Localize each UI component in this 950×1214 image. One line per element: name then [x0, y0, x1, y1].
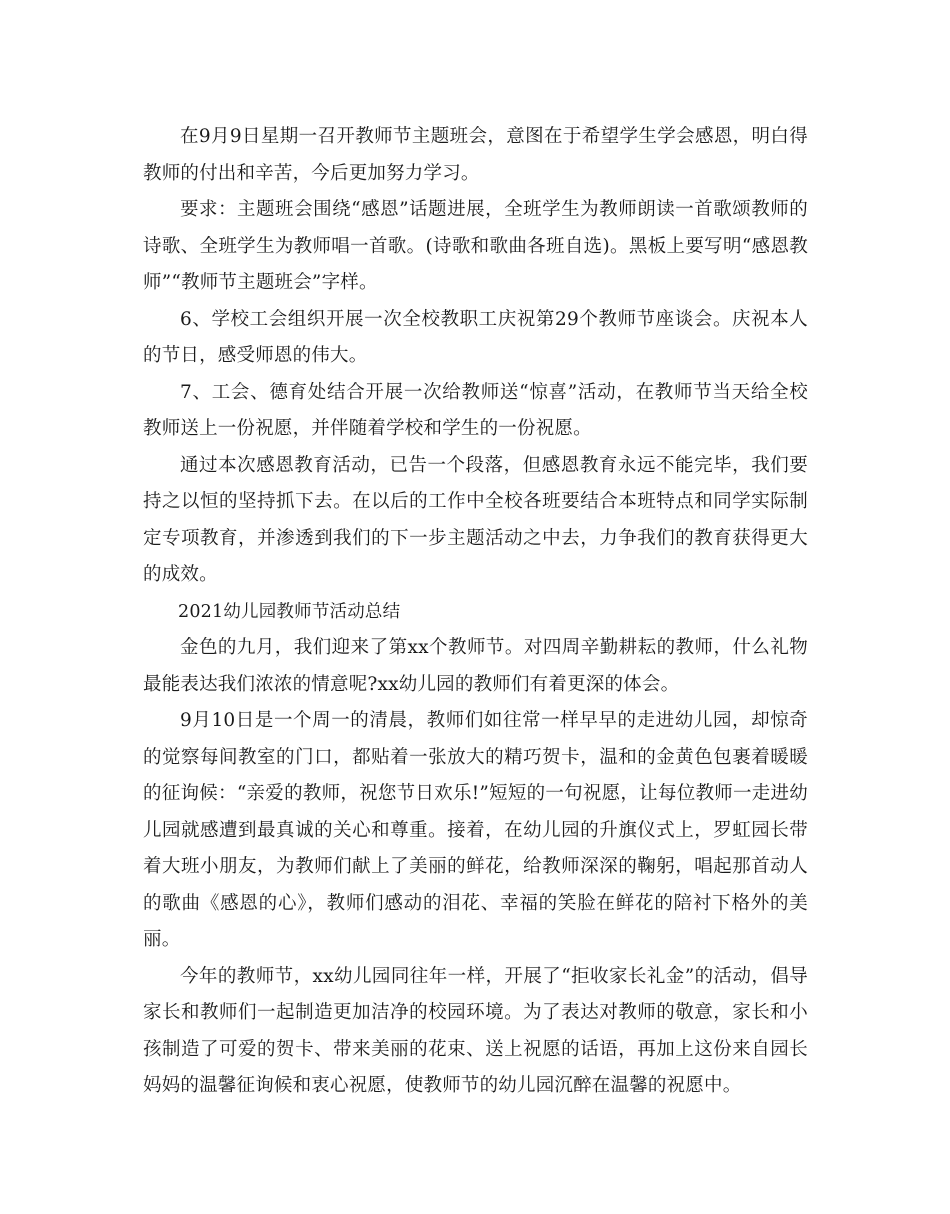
paragraph-class-meeting: 在9月9日星期一召开教师节主题班会，意图在于希望学生学会感恩，明白得教师的付出和辛苦，今后更加努力学习。	[143, 126, 808, 184]
paragraph-this-year: 今年的教师节，xx幼儿园同往年一样，开展了“拒收家长礼金”的活动，倡导家长和教师们一起制造更加洁净的校园环境。为了表达对教师的敬意，家长和小孩制造了可爱的贺卡、带来美丽的花束、送上祝愿的话语，再加上这份来自园长妈妈的温馨征询候和衷心祝愿，使教师节的幼儿园沉醉在温馨的祝愿中。	[143, 965, 808, 1096]
paragraph-union-symposium: 6、学校工会组织开展一次全校教职工庆祝第29个教师节座谈会。庆祝本人的节日，感受师恩的伟大。	[143, 308, 808, 366]
section-title: 2021幼儿园教师节活动总结	[178, 601, 401, 622]
paragraph-surprise-activity: 7、工会、德育处结合开展一次给教师送“惊喜”活动，在教师节当天给全校教师送上一份祝愿，并伴随着学校和学生的一份祝愿。	[143, 381, 808, 439]
paragraph-golden-september: 金色的九月，我们迎来了第xx个教师节。对四周辛勤耕耘的教师，什么礼物最能表达我们浓浓的情意呢?xx幼儿园的教师们有着更深的体会。	[143, 637, 808, 695]
paragraph-conclusion: 通过本次感恩教育活动，已告一个段落，但感恩教育永远不能完毕，我们要持之以恒的坚持抓下去。在以后的工作中全校各班要结合本班特点和同学实际制定专项教育，并渗透到我们的下一步主题活动之中去，力争我们的教育获得更大的成效。	[143, 454, 808, 585]
paragraph-requirements: 要求：主题班会围绕“感恩”话题进展，全班学生为教师朗读一首歌颂教师的诗歌、全班学生为教师唱一首歌。(诗歌和歌曲各班自选)。黑板上要写明“感恩教师”“教师节主题班会”字样。	[143, 199, 808, 293]
document-body	[143, 119, 808, 1105]
paragraph-september-tenth: 9月10日是一个周一的清晨，教师们如往常一样早早的走进幼儿园，却惊奇的觉察每间教室的门口，都贴着一张放大的精巧贺卡，温和的金黄色包裹着暖暖的征询候：“亲爱的教师，祝您节日欢乐!”短短的一句祝愿，让每位教师一走进幼儿园就感遭到最真诚的关心和尊重。接着，在幼儿园的升旗仪式上，罗虹园长带着大班小朋友，为教师们献上了美丽的鲜花，给教师深深的鞠躬，唱起那首动人的歌曲《感恩的心》，教师们感动的泪花、幸福的笑脸在鲜花的陪衬下格外的美丽。	[143, 710, 808, 950]
